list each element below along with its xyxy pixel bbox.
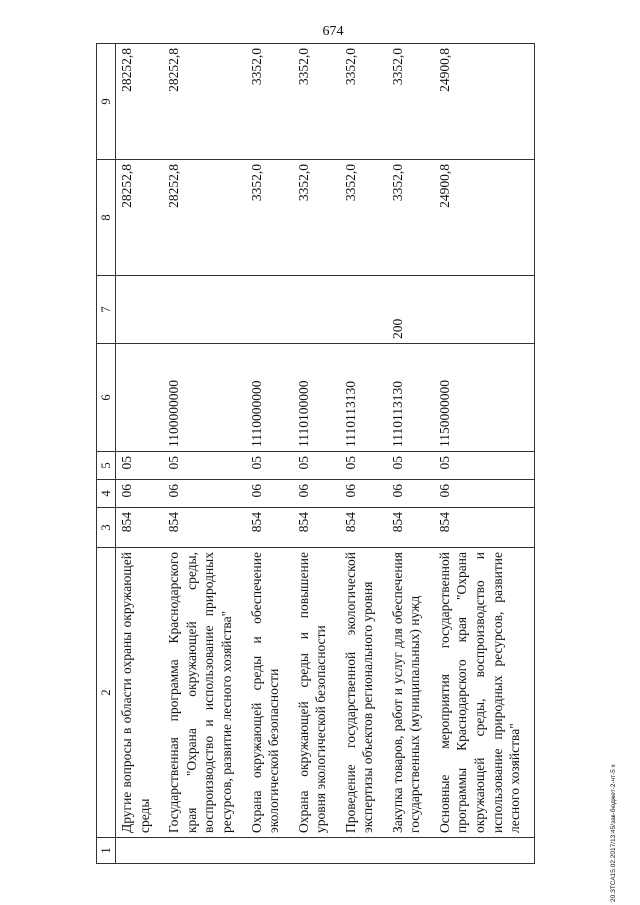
cell-c4: 06 [293, 480, 340, 508]
row-name: Охрана окружающей среды и повышение уровня экологической безопасности [293, 548, 340, 838]
column-header: 7 [97, 276, 116, 344]
footer-code: 20.ЗТСА15.02.2017/13:45/зак-бюджет-2-чт-5 х [610, 764, 617, 902]
cell-c6: 1150000000 [434, 344, 534, 452]
cell-c8: 24900,8 [434, 160, 534, 276]
cell-c9: 3352,0 [246, 44, 293, 160]
table-row [163, 44, 245, 864]
cell-c4: 06 [434, 480, 534, 508]
cell-c4: 06 [116, 480, 164, 508]
row-name: Государственная программа Краснодарского края "Охрана окружающей среды, воспроизводство и использование природных ресурсов, развитие лесного хозяйства" [163, 548, 245, 838]
cell-c9: 3352,0 [293, 44, 340, 160]
table-row [293, 44, 340, 864]
table-row [387, 44, 434, 864]
cell-c3: 854 [163, 508, 245, 548]
cell-c5: 05 [387, 452, 434, 480]
table-row [340, 44, 387, 864]
row-name: Закупка товаров, работ и услуг для обеспечения государственных (муниципальных) нужд [387, 548, 434, 838]
cell-c7 [116, 276, 164, 344]
row-name: Охрана окружающей среды и обеспечение экологической безопасности [246, 548, 293, 838]
cell-c3: 854 [387, 508, 434, 548]
page-number: 674 [322, 24, 344, 39]
column-header: 1 [97, 838, 116, 864]
cell-c5: 05 [116, 452, 164, 480]
column-header: 5 [97, 452, 116, 480]
row-name: Основные мероприятия государственной программы Краснодарского края "Охрана окружающей среды, воспроизводство и использование природных ресурсов, развитие лесного хозяйства" [434, 548, 534, 838]
table-row [434, 44, 534, 864]
cell-c6: 1110100000 [293, 344, 340, 452]
cell-c9: 24900,8 [434, 44, 534, 160]
cell-c9: 28252,8 [163, 44, 245, 160]
cell-c8: 28252,8 [116, 160, 164, 276]
row-name: Проведение государственной экологической экспертизы объектов регионального уровня [340, 548, 387, 838]
cell-c9: 28252,8 [116, 44, 164, 160]
table-header-row [97, 44, 116, 864]
cell-c9: 3352,0 [340, 44, 387, 160]
cell-c6 [116, 344, 164, 452]
cell-c6: 1110113130 [387, 344, 434, 452]
cell-c3: 854 [434, 508, 534, 548]
cell-c3: 854 [340, 508, 387, 548]
cell-c3: 854 [246, 508, 293, 548]
cell-c8: 3352,0 [293, 160, 340, 276]
table-row [116, 44, 164, 864]
cell-c4: 06 [340, 480, 387, 508]
cell-c5: 05 [163, 452, 245, 480]
cell-c4: 06 [387, 480, 434, 508]
cell-c7 [340, 276, 387, 344]
column-header: 3 [97, 508, 116, 548]
cell-c7 [246, 276, 293, 344]
cell-c7 [434, 276, 534, 344]
cell-c6: 1110000000 [246, 344, 293, 452]
cell-c4: 06 [163, 480, 245, 508]
cell-c7 [163, 276, 245, 344]
cell-c5: 05 [293, 452, 340, 480]
column-header: 6 [97, 344, 116, 452]
column-header: 9 [97, 44, 116, 160]
table-row [246, 44, 293, 864]
cell-c5: 05 [340, 452, 387, 480]
row-name: Другие вопросы в области охраны окружающей среды [116, 548, 164, 838]
column-header: 4 [97, 480, 116, 508]
cell-c8: 28252,8 [163, 160, 245, 276]
cell-c5: 05 [434, 452, 534, 480]
cell-c7: 200 [387, 276, 434, 344]
cell-c9: 3352,0 [387, 44, 434, 160]
column-header: 8 [97, 160, 116, 276]
cell-c8: 3352,0 [340, 160, 387, 276]
cell-c3: 854 [116, 508, 164, 548]
cell-c4: 06 [246, 480, 293, 508]
cell-c6: 1100000000 [163, 344, 245, 452]
cell-c8: 3352,0 [246, 160, 293, 276]
cell-c3: 854 [293, 508, 340, 548]
rotated-table-container [96, 44, 596, 864]
column-header: 2 [97, 548, 116, 838]
cell-c8: 3352,0 [387, 160, 434, 276]
cell-c6: 1110113130 [340, 344, 387, 452]
budget-table [96, 43, 535, 864]
cell-c5: 05 [246, 452, 293, 480]
cell-c7 [293, 276, 340, 344]
